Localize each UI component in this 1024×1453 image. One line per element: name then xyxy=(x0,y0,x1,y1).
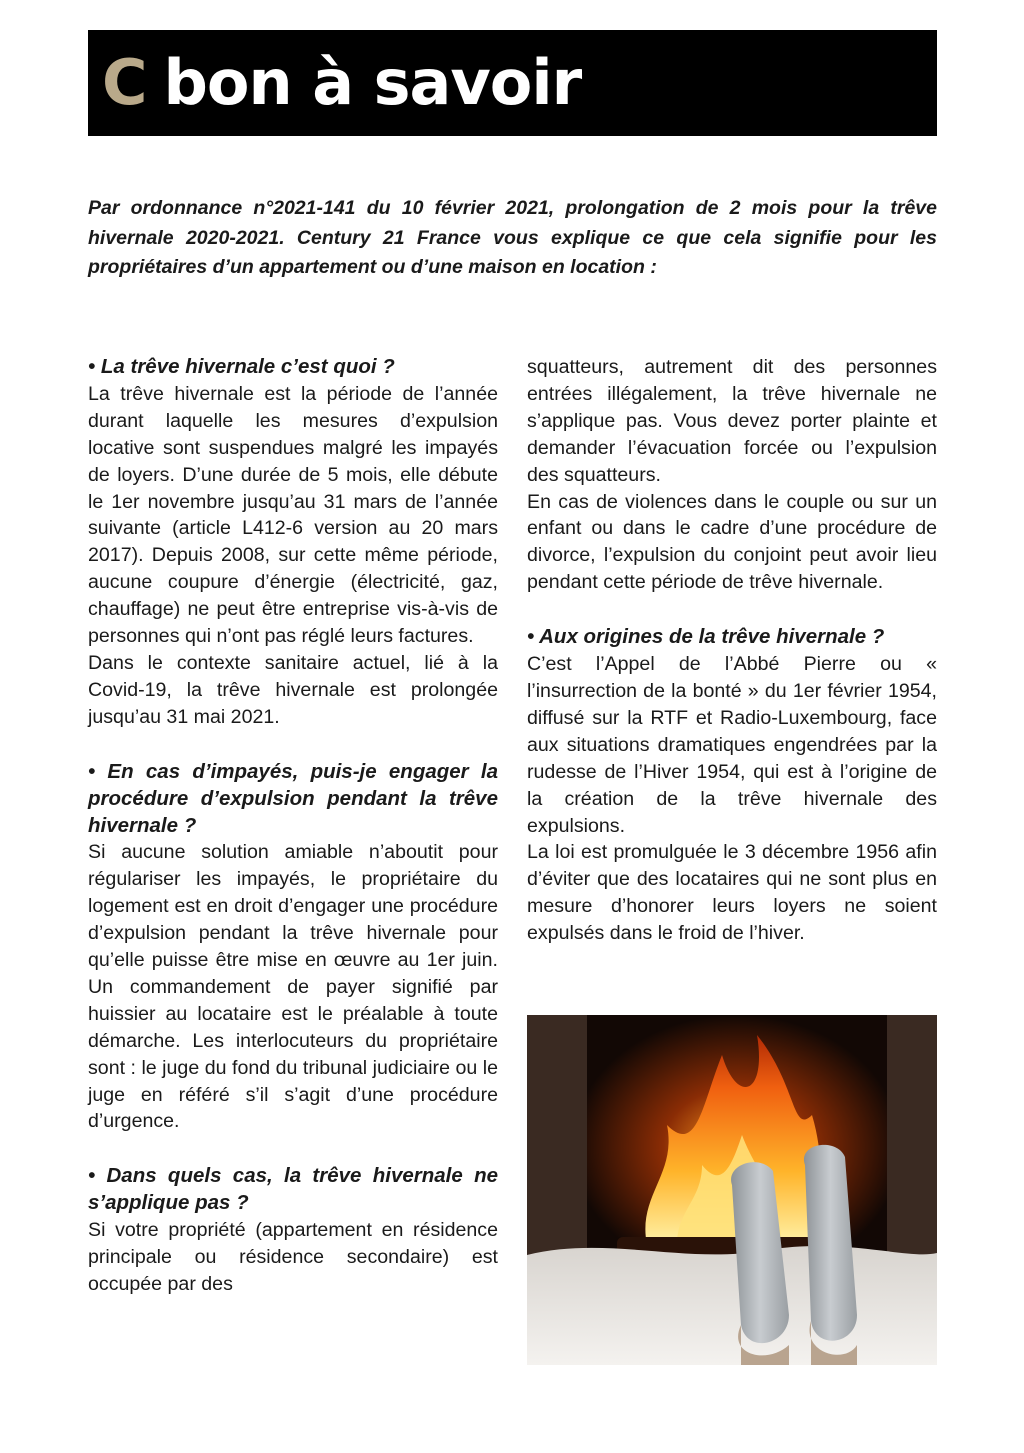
section-heading-unpaid: • En cas d’impayés, puis-je engager la procédure d’expulsion pendant la trêve hivernale ? xyxy=(88,759,498,837)
header-title: bon à savoir xyxy=(163,46,582,119)
section-heading-origins: • Aux origines de la trêve hivernale ? xyxy=(527,625,885,649)
header-logo-letter: C xyxy=(102,46,148,119)
fireplace-socks-illustration xyxy=(527,1015,937,1365)
paragraph: La trêve hivernale est la période de l’année durant laquelle les mesures d’expulsion locative sont suspendues malgré les impayés de loyers. D’une durée de 5 mois, elle débute le 1er novembre jusqu’au 31 mars de l’année suivante (article L412-6 version au 20 mars 2017). Depuis 2008, sur cette même période, aucune coupure d’énergie (électricité, gaz, chauffage) ne peut être entreprise vis-à-vis de personnes qui n’ont pas réglé leurs factures. xyxy=(88,382,498,648)
paragraph: Si votre propriété (appartement en résidence principale ou résidence secondaire) est occupée par des xyxy=(88,1219,498,1295)
right-column xyxy=(527,354,937,947)
section-heading-what-is: • La trêve hivernale c’est quoi ? xyxy=(88,355,395,378)
paragraph: squatteurs, autrement dit des personnes entrées illégalement, la trêve hivernale ne s’applique pas. Vous devez porter plainte et demander l’évacuation forcée ou l’expulsion des squatteurs. xyxy=(527,356,937,486)
paragraph: C’est l’Appel de l’Abbé Pierre ou « l’insurrection de la bonté » du 1er février 1954, diffusé sur la RTF et Radio-Luxembourg, face aux situations dramatiques engendrées par la rudesse de l’Hiver 1954, qui est à l’origine de la création de la trêve hivernale des expulsions. xyxy=(527,653,937,837)
paragraph: Dans le contexte sanitaire actuel, lié à la Covid-19, la trêve hivernale est prolongée jusqu’au 31 mai 2021. xyxy=(88,651,498,728)
section-heading-exceptions: • Dans quels cas, la trêve hivernale ne s’applique pas ? xyxy=(88,1164,498,1215)
paragraph: La loi est promulguée le 3 décembre 1956 afin d’éviter que des locataires qui ne sont plus en mesure d’honorer leurs loyers ne soient expulsés dans le froid de l’hiver. xyxy=(527,841,937,945)
paragraph: Si aucune solution amiable n’aboutit pour régulariser les impayés, le propriétaire du logement est en droit d’engager une procédure d’expulsion pendant la trêve hivernale pour qu’elle puisse être mise en œuvre au 1er juin. Un commandement de payer signifié par huissier au locataire est le préalable à toute démarche. Les interlocuteurs du propriétaire sont : le juge du fond du tribunal judiciaire ou le juge en référé s’il s’agit d’une procédure d’urgence. xyxy=(88,841,498,1133)
paragraph: En cas de violences dans le couple ou sur un enfant ou dans le cadre d’une procédure de divorce, l’expulsion du conjoint peut avoir lieu pendant cette période de trêve hivernale. xyxy=(527,490,937,594)
fireplace-photo xyxy=(527,1015,937,1365)
left-column xyxy=(88,354,498,1298)
intro-paragraph: Par ordonnance n°2021-141 du 10 février 2021, prolongation de 2 mois pour la trêve hivernale 2020-2021. Century 21 France vous explique ce que cela signifie pour les propriétaires d’un appartement ou d’une maison en location : xyxy=(88,197,937,278)
header-banner xyxy=(88,30,937,136)
